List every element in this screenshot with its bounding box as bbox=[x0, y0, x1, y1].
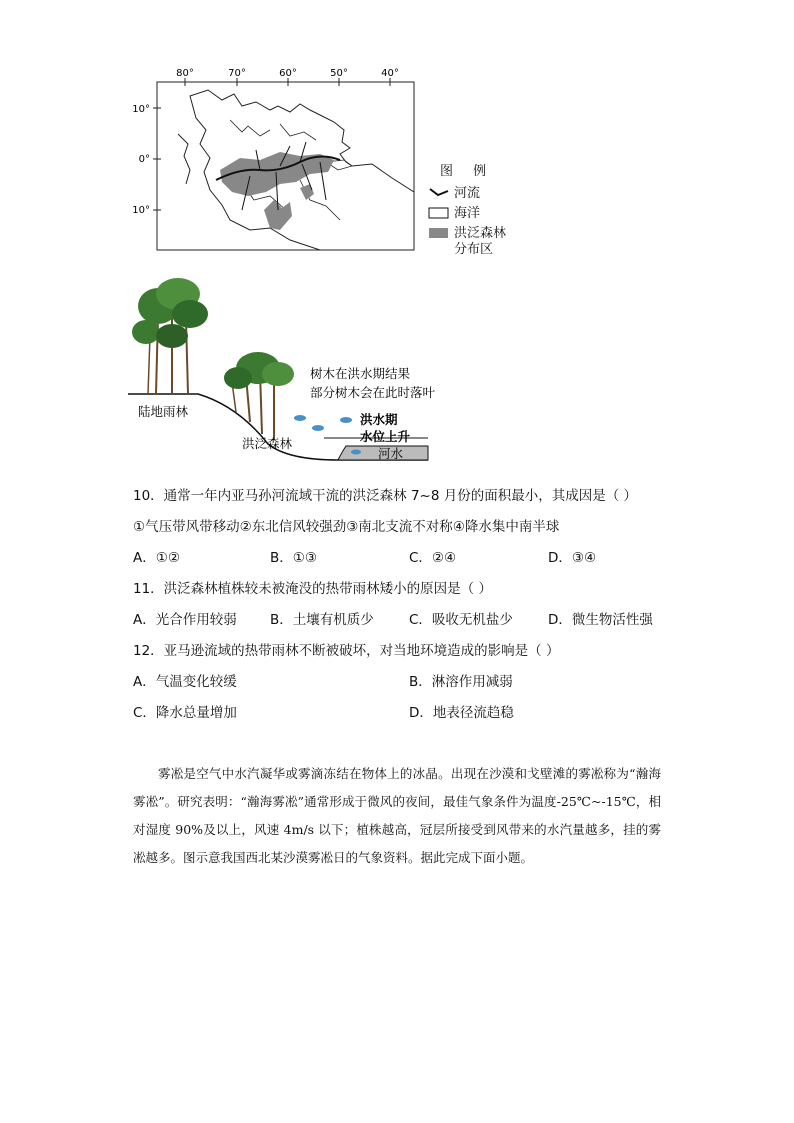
lon-label-40: 40° bbox=[381, 68, 399, 79]
option-10-a[interactable]: A．①② bbox=[133, 550, 180, 566]
land-rainforest-trees bbox=[132, 278, 208, 394]
ocean-swatch-icon bbox=[428, 206, 450, 220]
lat-label-10n: 10° bbox=[132, 104, 150, 115]
tree-note-line1: 树木在洪水期结果 bbox=[310, 366, 411, 381]
question-10-options bbox=[0, 546, 794, 566]
option-11-c[interactable]: C．吸收无机盐少 bbox=[409, 612, 513, 628]
land-forest-label: 陆地雨林 bbox=[138, 404, 189, 419]
option-10-d[interactable]: D．③④ bbox=[548, 550, 597, 566]
lon-label-50: 50° bbox=[330, 68, 348, 79]
option-12-d[interactable]: D．地表径流趋稳 bbox=[409, 705, 514, 721]
option-12-a[interactable]: A．气温变化较缓 bbox=[133, 674, 237, 690]
lat-label-10s: 10° bbox=[132, 205, 150, 216]
legend-title: 图 例 bbox=[440, 164, 495, 179]
question-11-stem: 11．洪泛森林植株较未被淹没的热带雨林矮小的原因是（ ） bbox=[133, 581, 492, 597]
legend-item-flooded-forest bbox=[428, 226, 506, 258]
question-12-options-row2 bbox=[0, 701, 794, 721]
legend-item-river bbox=[428, 186, 480, 202]
option-12-b[interactable]: B．淋溶作用减弱 bbox=[409, 674, 513, 690]
flooded-forest-swatch-icon bbox=[428, 226, 450, 240]
option-12-c[interactable]: C．降水总量增加 bbox=[133, 705, 237, 721]
lat-label-0: 0° bbox=[138, 154, 150, 165]
question-10-items: ①气压带风带移动②东北信风较强劲③南北支流不对称④降水集中南半球 bbox=[133, 519, 560, 535]
legend-label-river: 河流 bbox=[454, 186, 481, 201]
option-10-b[interactable]: B．①③ bbox=[270, 550, 317, 566]
river-line-icon bbox=[428, 186, 450, 200]
tree-note-line2: 部分树木会在此时落叶 bbox=[310, 385, 436, 400]
flood-period-line1: 洪水期 bbox=[360, 412, 398, 427]
option-11-d[interactable]: D．微生物活性强 bbox=[548, 612, 653, 628]
river-label: 河水 bbox=[378, 446, 404, 461]
question-10-stem: 10．通常一年内亚马孙河流域干流的洪泛森林 7~8 月份的面积最小，其成因是（ ） bbox=[133, 488, 638, 504]
flood-forest-label: 洪泛森林 bbox=[242, 436, 293, 451]
legend-label-line2: 分布区 bbox=[454, 242, 494, 257]
forest-profile-figure bbox=[128, 276, 458, 472]
legend-label-line1: 洪泛森林 bbox=[454, 226, 507, 241]
legend-label-flooded-forest bbox=[454, 226, 506, 258]
forest-profile-diagram bbox=[128, 276, 458, 472]
lon-label-70: 70° bbox=[228, 68, 246, 79]
legend-item-ocean bbox=[428, 206, 480, 222]
rime-passage: 雾凇是空气中水汽凝华或雾滴冻结在物体上的冰晶。出现在沙漠和戈壁滩的雾凇称为“瀚海雾凇”。研究表明：“瀚海雾凇”通常形成于微风的夜间，最佳气象条件为温度-25℃~-15℃，相对湿度 90%及以上，风速 4m/s 以下；植株越高，冠层所接受到风带来的水汽量越多，挂的雾凇越多。图示意我国西北某沙漠雾凇日的气象资料。据此完成下面小题。 bbox=[133, 766, 661, 865]
question-12-options-row1 bbox=[0, 670, 794, 690]
lon-label-60: 60° bbox=[279, 68, 297, 79]
legend-label-ocean: 海洋 bbox=[454, 206, 481, 221]
flood-period-line2: 水位上升 bbox=[360, 429, 411, 444]
option-11-b[interactable]: B．土壤有机质少 bbox=[270, 612, 374, 628]
question-12-stem: 12．亚马逊流域的热带雨林不断被破坏，对当地环境造成的影响是（ ） bbox=[133, 643, 560, 659]
question-11-options bbox=[0, 608, 794, 628]
option-10-c[interactable]: C．②④ bbox=[409, 550, 457, 566]
lon-label-80: 80° bbox=[176, 68, 194, 79]
option-11-a[interactable]: A．光合作用较弱 bbox=[133, 612, 237, 628]
